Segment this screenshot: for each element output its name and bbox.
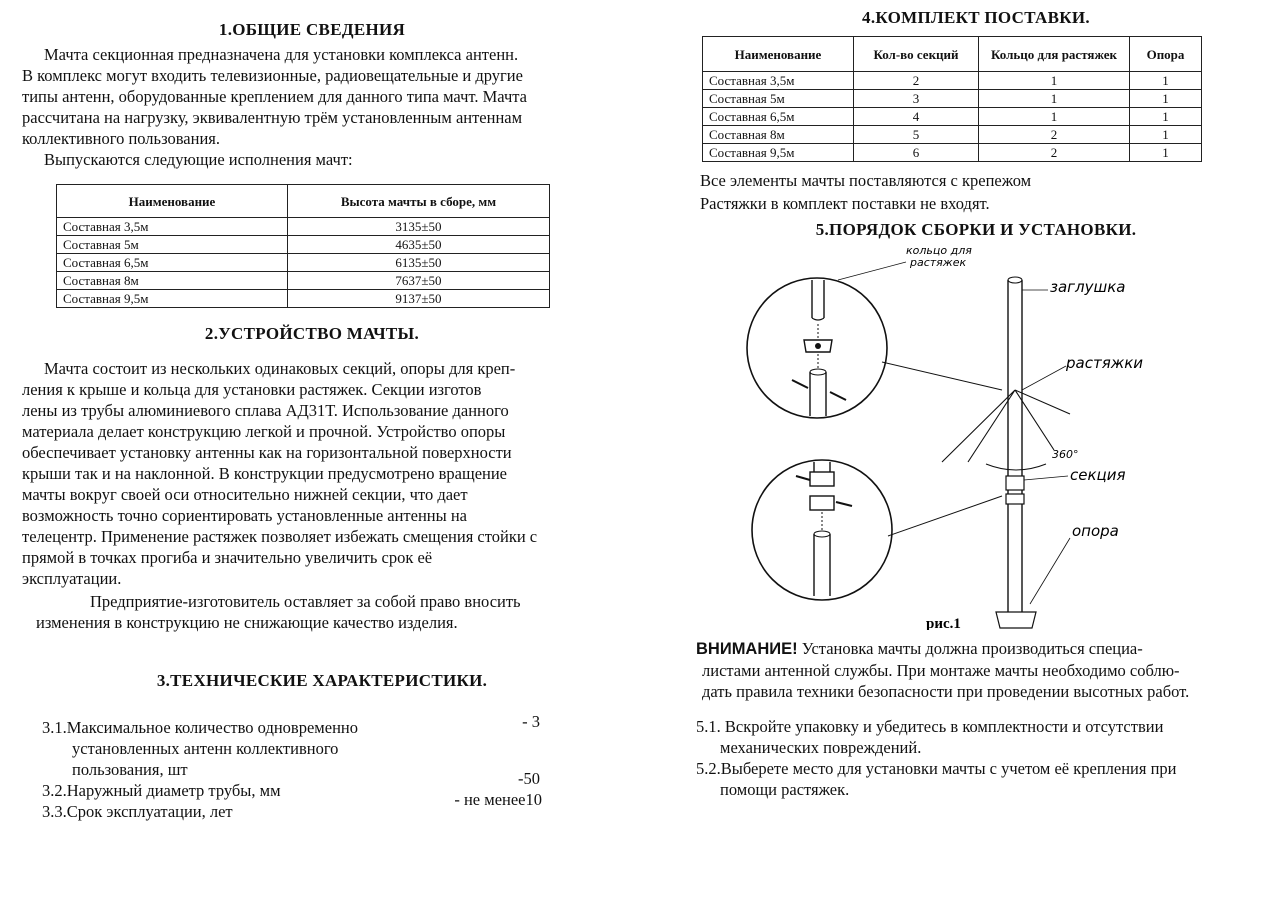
table-cell: Составная 5м — [703, 90, 854, 108]
spec-line: 3.3.Срок эксплуатации, лет — [42, 802, 233, 821]
table-cell: Составная 9,5м — [57, 290, 288, 308]
s1-line: Мачта секционная предназначена для установки комплекса антенн. — [44, 45, 519, 64]
step-line: механических повреждений. — [720, 738, 922, 757]
support-label: опора — [1072, 522, 1119, 540]
warning-line: листами антенной службы. При монтаже мачты необходимо соблю- — [702, 661, 1180, 680]
table-cell: Составная 5м — [57, 236, 288, 254]
table-cell: Составная 8м — [57, 272, 288, 290]
spec-value: - не менее10 — [454, 790, 542, 809]
table-header-row — [703, 37, 1202, 72]
figure-caption: рис.1 — [926, 616, 961, 630]
table-header: Наименование — [57, 185, 288, 218]
table-cell: 1 — [1130, 108, 1202, 126]
right-page — [696, 0, 1256, 800]
step-line: 5.2.Выберете место для установки мачты с учетом её крепления при — [696, 759, 1177, 778]
table-header: Наименование — [703, 37, 854, 72]
table-cell: 6135±50 — [288, 254, 550, 272]
table-cell: 2 — [979, 126, 1130, 144]
s2-line: Мачта состоит из нескольких одинаковых секций, опоры для креп- — [44, 359, 516, 378]
table-cell: 7637±50 — [288, 272, 550, 290]
table-cell: 1 — [979, 108, 1130, 126]
table-row — [57, 272, 550, 290]
s1-line: В комплекс могут входить телевизионные, радиовещательные и другие — [22, 66, 523, 85]
note-line: Растяжки в комплект поставки не входят. — [700, 194, 990, 213]
warning-line: Установка мачты должна производиться специа- — [797, 639, 1143, 658]
s2-line: прямой в точках прогиба и значительно увеличить срок её — [22, 548, 433, 567]
section-4-notes — [696, 170, 1256, 214]
step-line: 5.1. Вскройте упаковку и убедитесь в комплектности и отсутствии — [696, 717, 1164, 736]
cap-label: заглушка — [1050, 278, 1126, 296]
spec-line: 3.2.Наружный диаметр трубы, мм — [42, 781, 281, 800]
s1-line: типы антенн, оборудованные креплением для данного типа мачт. Мачта — [22, 87, 527, 106]
s2-line: материала делает конструкцию легкой и прочной. Устройство опоры — [22, 422, 506, 441]
table-cell: 1 — [979, 90, 1130, 108]
table-cell: Составная 9,5м — [703, 144, 854, 162]
table-cell: 4635±50 — [288, 236, 550, 254]
warning-block — [696, 638, 1256, 702]
table-cell: Составная 8м — [703, 126, 854, 144]
table-cell: 1 — [979, 72, 1130, 90]
table-header: Высота мачты в сборе, мм — [288, 185, 550, 218]
heights-table — [56, 184, 550, 308]
table-row — [57, 290, 550, 308]
table-header: Опора — [1130, 37, 1202, 72]
s2-line: мачты вокруг своей оси относительно нижней секции, что дает — [22, 485, 468, 504]
table-row — [57, 254, 550, 272]
s2-line: телецентр. Применение растяжек позволяет избежать смещения стойки с — [22, 527, 538, 546]
spec-line: установленных антенн коллективного — [72, 739, 339, 758]
section-2-title: 2.УСТРОЙСТВО МАЧТЫ. — [204, 324, 420, 343]
table-cell: 3135±50 — [288, 218, 550, 236]
s1-line: Выпускаются следующие исполнения мачт: — [44, 150, 353, 169]
section-4-title: 4.КОМПЛЕКТ ПОСТАВКИ. — [862, 8, 1090, 27]
table-cell: Составная 6,5м — [57, 254, 288, 272]
table-header-row — [57, 185, 550, 218]
ring-label-line-1: кольцо для — [906, 244, 972, 257]
assembly-figure — [696, 240, 1256, 630]
spec-value: - 3 — [522, 712, 540, 731]
spec-line: 3.1.Максимальное количество одновременно — [42, 718, 358, 737]
specs-list — [22, 712, 602, 822]
table-row — [703, 126, 1202, 144]
section-2-text — [22, 358, 602, 633]
s2-line: обеспечивает установку антенны как на горизонтальной поверхности — [22, 443, 512, 462]
section-label: секция — [1070, 466, 1126, 484]
table-cell: Составная 6,5м — [703, 108, 854, 126]
warning-label: ВНИМАНИЕ! — [696, 640, 798, 658]
s2-line: лены из трубы алюминиевого сплава АД31Т. Использование данного — [22, 401, 509, 420]
table-row — [703, 144, 1202, 162]
table-cell: 1 — [1130, 72, 1202, 90]
step-line: помощи растяжек. — [720, 780, 850, 799]
section-1-text — [22, 44, 602, 170]
table-header: Кольцо для растяжек — [979, 37, 1130, 72]
table-row — [703, 108, 1202, 126]
s2-line: эксплуатации. — [22, 569, 122, 588]
table-cell: 4 — [854, 108, 979, 126]
table-cell: 9137±50 — [288, 290, 550, 308]
table-header: Кол-во секций — [854, 37, 979, 72]
spec-line: пользования, шт — [72, 760, 188, 779]
angle-label: 360° — [1052, 448, 1079, 461]
table-cell: 1 — [1130, 144, 1202, 162]
table-cell: 2 — [979, 144, 1130, 162]
table-cell: 5 — [854, 126, 979, 144]
ring-label-line-2: растяжек — [910, 256, 967, 269]
s2-note-line: изменения в конструкцию не снижающие качество изделия. — [36, 613, 458, 632]
spec-value: -50 — [518, 769, 540, 788]
section-3-title: 3.ТЕХНИЧЕСКИЕ ХАРАКТЕРИСТИКИ. — [156, 671, 488, 690]
table-row — [703, 72, 1202, 90]
table-cell: 2 — [854, 72, 979, 90]
note-line: Все элементы мачты поставляются с крепежом — [700, 171, 1032, 190]
warning-line: дать правила техники безопасности при проведении высотных работ. — [702, 682, 1190, 701]
table-row — [703, 90, 1202, 108]
table-cell: 1 — [1130, 90, 1202, 108]
table-cell: 6 — [854, 144, 979, 162]
guys-label: растяжки — [1066, 354, 1144, 372]
steps-list — [696, 716, 1256, 800]
table-cell: 3 — [854, 90, 979, 108]
section-1-title: 1.ОБЩИЕ СВЕДЕНИЯ — [218, 20, 406, 39]
s1-line: рассчитана на нагрузку, эквивалентную трём установленным антеннам — [22, 108, 523, 127]
table-row — [57, 236, 550, 254]
delivery-table — [702, 36, 1202, 162]
s2-line: ления к крыше и кольца для установки растяжек. Секции изготов — [22, 380, 482, 399]
s1-line: коллективного пользования. — [22, 129, 221, 148]
s2-line: возможность точно сориентировать установленные антенны на — [22, 506, 467, 525]
table-cell: 1 — [1130, 126, 1202, 144]
mast — [1008, 280, 1022, 628]
table-cell: Составная 3,5м — [703, 72, 854, 90]
section-5-title: 5.ПОРЯДОК СБОРКИ И УСТАНОВКИ. — [815, 220, 1137, 239]
s2-note-line: Предприятие-изготовитель оставляет за собой право вносить — [90, 592, 521, 611]
left-page — [22, 0, 602, 822]
table-row — [57, 218, 550, 236]
s2-line: крыши так и на наклонной. В конструкции предусмотрено вращение — [22, 464, 508, 483]
table-cell: Составная 3,5м — [57, 218, 288, 236]
